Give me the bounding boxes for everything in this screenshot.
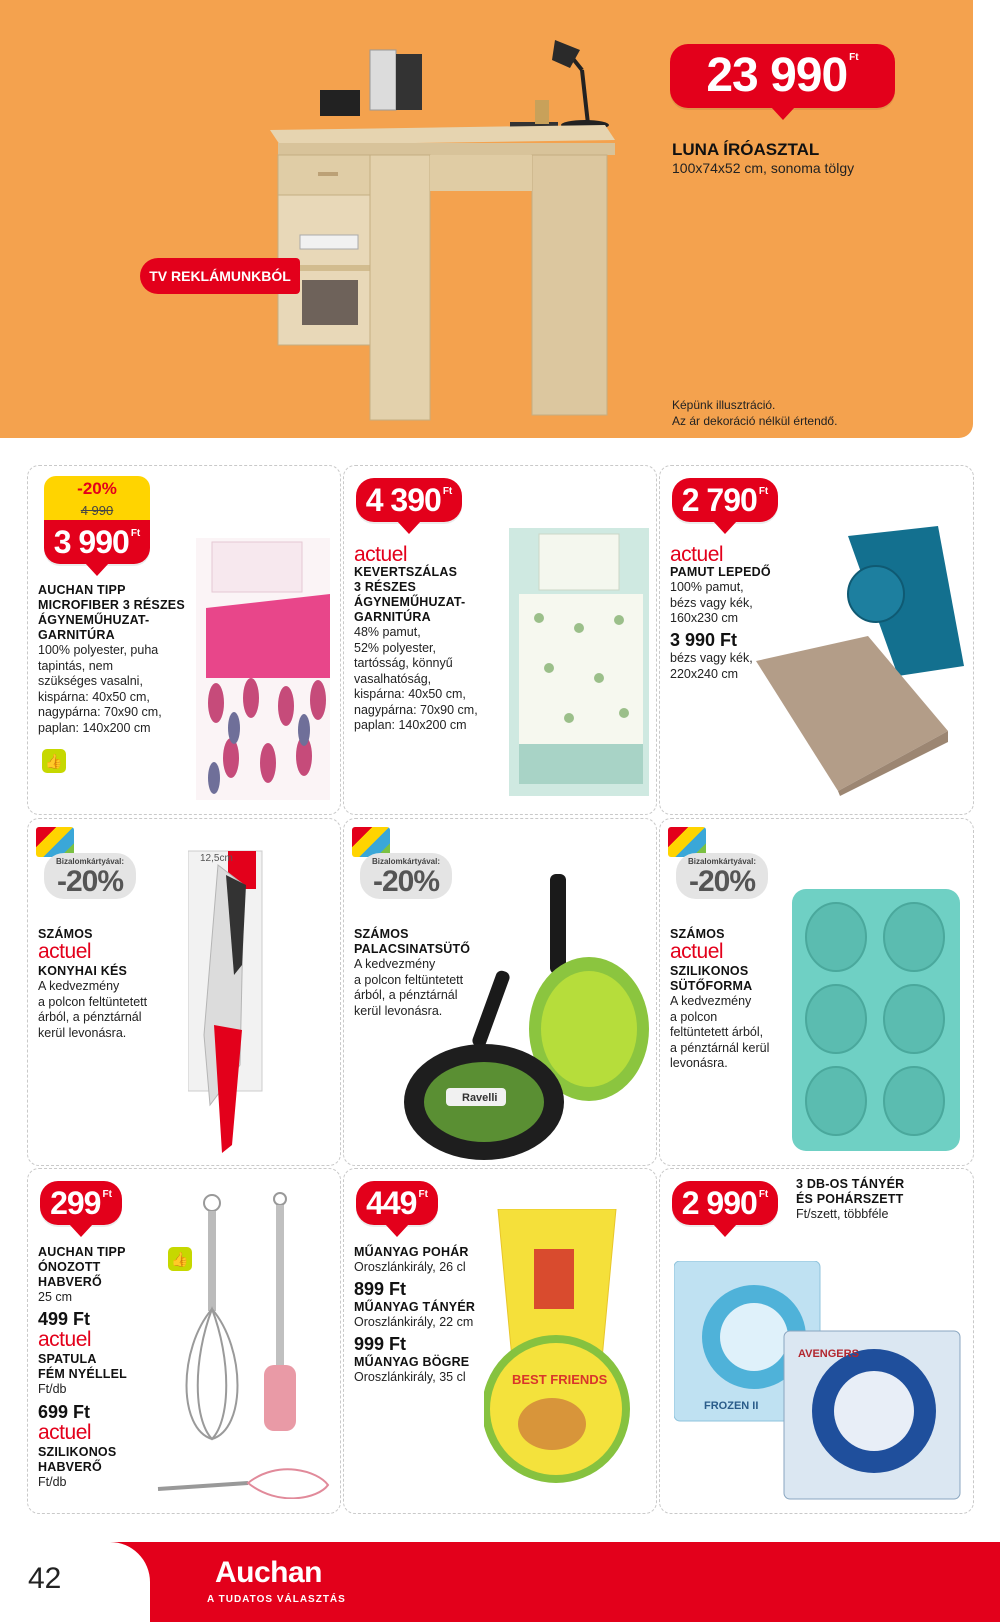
- hero-title: LUNA ÍRÓASZTAL: [672, 140, 820, 159]
- product-title: PALACSINATSÜTŐ: [354, 942, 471, 956]
- title-line: ÉS POHÁRSZETT: [796, 1192, 904, 1206]
- second-desc: Oroszlánkirály, 22 cm: [354, 1315, 474, 1329]
- desc-line: tartósság, könnyű: [354, 656, 453, 670]
- product-top: SZÁMOS: [38, 927, 93, 941]
- price: 2 790: [681, 482, 757, 518]
- title-line: HABVERŐ: [38, 1460, 102, 1474]
- third-price: 699 Ft: [38, 1402, 91, 1422]
- product-desc: [670, 580, 753, 627]
- title-line: GARNITÚRA: [354, 610, 431, 624]
- product-desc: Oroszlánkirály, 26 cl: [354, 1260, 466, 1274]
- title-line: HABVERŐ: [38, 1275, 102, 1289]
- title-line: 3 DB-OS TÁNYÉR: [796, 1177, 905, 1191]
- lion-king-image: [484, 1209, 654, 1509]
- frozen-label: FROZEN II: [704, 1400, 759, 1412]
- product-desc: 25 cm: [38, 1290, 73, 1304]
- product-top: SZÁMOS: [354, 927, 409, 941]
- price-tag: [356, 478, 462, 522]
- desc-line: kerül levonásra.: [38, 1025, 127, 1040]
- price-tag: [44, 520, 150, 564]
- hero-desc: 100x74x52 cm, sonoma tölgy: [672, 160, 855, 176]
- product-cell-silicone-mold: [659, 818, 974, 1166]
- price: 2 990: [681, 1185, 757, 1221]
- pan-brand-label: Ravelli: [462, 1092, 498, 1104]
- title-line: AUCHAN TIPP: [38, 583, 126, 597]
- silicone-mold-image: [792, 889, 960, 1151]
- auchan-tagline: A TUDATOS VÁLASZTÁS: [207, 1594, 346, 1605]
- second-price: 3 990 Ft: [670, 630, 738, 650]
- sheet-image: [748, 526, 964, 796]
- title-line: KEVERTSZÁLAS: [354, 565, 458, 579]
- second-unit: Ft/db: [38, 1382, 67, 1396]
- desk-image: [270, 40, 650, 430]
- desc-line: szükséges vasalni,: [38, 674, 143, 688]
- currency: Ft: [102, 1189, 112, 1200]
- second-title: [38, 1352, 127, 1382]
- title-line: ÁGYNEMŰHUZAT-: [38, 613, 150, 627]
- currency: Ft: [418, 1189, 428, 1200]
- actuel-logo: actuel: [38, 1421, 92, 1444]
- loyalty-pill: [44, 853, 136, 899]
- desc-line: árból, a pénztárnál: [354, 988, 458, 1002]
- second-desc: [670, 651, 753, 682]
- loyalty-discount: -20%: [688, 865, 756, 898]
- loyalty-discount: -20%: [56, 865, 124, 898]
- plate-set-image: [674, 1261, 964, 1501]
- price: 449: [366, 1185, 417, 1221]
- second-price: 899 Ft: [354, 1279, 407, 1299]
- tv-ad-banner: [140, 258, 300, 294]
- product-cell-bedding-microfiber: [27, 465, 341, 815]
- desc-line: nagypárna: 70x90 cm,: [38, 705, 162, 719]
- product-title: [38, 583, 185, 643]
- third-unit: Ft/db: [38, 1475, 67, 1489]
- product-cell-plate-set: [659, 1168, 974, 1514]
- loyalty-label: Bizalomkártyával:: [687, 857, 757, 866]
- auchan-logo: Auchan: [215, 1556, 323, 1589]
- desc-line: 48% pamut,: [354, 625, 421, 639]
- product-desc: [38, 643, 162, 736]
- desc-line: 100% polyester, puha: [38, 643, 159, 657]
- pans-image: [404, 874, 654, 1164]
- actuel-logo: actuel: [670, 543, 724, 566]
- product-cell-cotton-sheet: [659, 465, 974, 815]
- desc-line: A kedvezmény: [354, 957, 436, 971]
- title-line: SPATULA: [38, 1352, 97, 1366]
- currency: Ft: [758, 486, 769, 497]
- plate-text: BEST FRIENDS: [512, 1372, 608, 1387]
- price: 3 990: [53, 524, 129, 560]
- desc-line: árból, a pénztárnál: [38, 1010, 142, 1024]
- product-cell-kitchen-knife: [27, 818, 341, 1166]
- hero-currency: Ft: [849, 52, 859, 63]
- desc-line: 100% pamut,: [670, 580, 744, 594]
- title-line: AUCHAN TIPP: [38, 1245, 126, 1259]
- title-line: SÜTŐFORMA: [670, 979, 753, 993]
- title-line: 3 RÉSZES: [354, 580, 417, 594]
- desc-line: a polcon feltüntetett: [354, 972, 464, 987]
- old-price: 4 990: [80, 503, 114, 518]
- title-line: MICROFIBER 3 RÉSZES: [38, 598, 185, 612]
- desc-line: kerül levonásra.: [354, 1003, 443, 1018]
- product-title: MŰANYAG POHÁR: [354, 1245, 469, 1259]
- product-cell-bedding-mixed: [343, 465, 657, 815]
- title-line: ÓNOZOTT: [38, 1260, 101, 1274]
- whisks-image: [148, 1189, 338, 1499]
- desc-line: 220x240 cm: [670, 666, 739, 681]
- desc-line: 52% polyester,: [354, 640, 436, 655]
- desc-line: a polcon: [670, 1009, 718, 1024]
- title-line: GARNITÚRA: [38, 628, 115, 642]
- actuel-logo: actuel: [38, 1328, 92, 1351]
- old-price-box: [44, 502, 150, 520]
- product-desc: [670, 994, 769, 1072]
- desc-line: kispárna: 40x50 cm,: [354, 687, 466, 701]
- desc-line: bézs vagy kék,: [670, 651, 753, 665]
- actuel-logo: actuel: [670, 940, 724, 963]
- desc-line: a pénztárnál kerül: [670, 1040, 770, 1055]
- title-line: SZILIKONOS: [670, 964, 749, 978]
- desc-line: A kedvezmény: [38, 979, 120, 993]
- footer: [0, 1542, 1000, 1622]
- second-title: MŰANYAG TÁNYÉR: [354, 1300, 476, 1314]
- currency: Ft: [130, 528, 141, 539]
- desc-line: paplan: 140x200 cm: [354, 718, 467, 732]
- desc-line: levonásra.: [670, 1056, 728, 1070]
- loyalty-discount-badge: [668, 827, 768, 898]
- second-price: 499 Ft: [38, 1309, 91, 1329]
- desc-line: a polcon feltüntetett: [38, 994, 148, 1009]
- avengers-label: AVENGERS: [798, 1348, 859, 1360]
- product-cell-lion-king: [343, 1168, 657, 1514]
- product-title: [670, 964, 752, 994]
- third-price: 999 Ft: [354, 1334, 407, 1354]
- desc-line: vasalhatóság,: [354, 671, 432, 686]
- page-number-box: [0, 1542, 150, 1622]
- desc-line: 160x230 cm: [670, 611, 739, 625]
- hero-note-1: Képünk illusztráció.: [672, 398, 776, 412]
- product-desc: [354, 625, 478, 734]
- knife-image: [188, 825, 298, 1161]
- third-title: [38, 1445, 116, 1475]
- desc-line: nagypárna: 70x90 cm,: [354, 702, 478, 717]
- feather-bedding-image: [196, 538, 330, 800]
- product-title: KONYHAI KÉS: [38, 964, 128, 978]
- thumbs-up-icon: 👍: [168, 1247, 192, 1271]
- desc-line: bézs vagy kék,: [670, 595, 753, 610]
- discount-pct-badge: [44, 476, 150, 502]
- desc-line: feltüntetett árból,: [670, 1025, 764, 1039]
- price-tag: [672, 1181, 778, 1225]
- price: 4 390: [365, 482, 441, 518]
- product-title: [796, 1177, 904, 1207]
- loyalty-discount: -20%: [372, 865, 440, 898]
- price-tag: [672, 478, 778, 522]
- product-title: PAMUT LEPEDŐ: [670, 565, 771, 579]
- product-top: SZÁMOS: [670, 927, 725, 941]
- currency: Ft: [442, 486, 453, 497]
- knife-size-label: 12,5cm: [200, 853, 233, 864]
- hero-price-tag: [670, 44, 895, 108]
- page-number: 42: [28, 1562, 62, 1595]
- product-cell-crepe-pan: [343, 818, 657, 1166]
- price: 299: [50, 1185, 101, 1221]
- hero-price: 23 990: [706, 49, 848, 102]
- thumbs-up-icon: 👍: [42, 749, 66, 773]
- product-desc: [38, 979, 147, 1041]
- desc-line: tapintás, nem: [38, 658, 114, 673]
- currency: Ft: [758, 1189, 769, 1200]
- discount-pct: -20%: [77, 479, 117, 498]
- desc-line: A kedvezmény: [670, 994, 752, 1008]
- tv-ad-label: TV REKLÁMUNKBÓL: [149, 268, 291, 284]
- product-title: [354, 565, 465, 625]
- product-title: [38, 1245, 126, 1290]
- product-cell-whisks: [27, 1168, 341, 1514]
- loyalty-pill: [676, 853, 768, 899]
- desc-line: paplan: 140x200 cm: [38, 720, 151, 735]
- product-desc: Ft/szett, többféle: [796, 1207, 889, 1221]
- actuel-logo: actuel: [38, 940, 92, 963]
- hero-note-2: Az ár dekoráció nélkül értendő.: [672, 414, 838, 428]
- floral-bedding-image: [509, 528, 649, 796]
- hero-banner: [0, 0, 973, 438]
- loyalty-label: Bizalomkártyával:: [371, 857, 441, 866]
- title-line: FÉM NYÉLLEL: [38, 1367, 128, 1381]
- price-tag: [356, 1181, 438, 1225]
- loyalty-label: Bizalomkártyával:: [55, 857, 125, 866]
- title-line: SZILIKONOS: [38, 1445, 117, 1459]
- third-title: MŰANYAG BÖGRE: [354, 1355, 470, 1369]
- third-desc: Oroszlánkirály, 35 cl: [354, 1370, 466, 1384]
- actuel-logo: actuel: [354, 543, 408, 566]
- title-line: ÁGYNEMŰHUZAT-: [354, 595, 466, 609]
- desc-line: kispárna: 40x50 cm,: [38, 689, 150, 704]
- loyalty-discount-badge: [36, 827, 136, 898]
- price-tag: [40, 1181, 122, 1225]
